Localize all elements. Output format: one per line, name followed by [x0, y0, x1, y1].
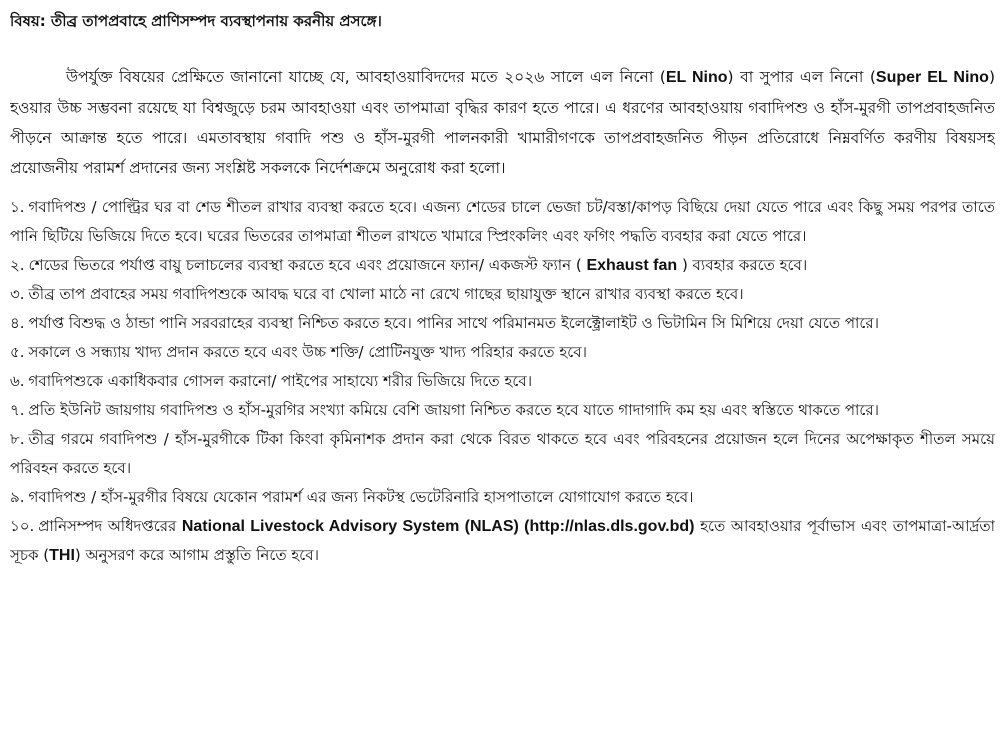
list-item	[10, 251, 995, 280]
item-latin: Exhaust fan	[586, 257, 678, 274]
item-text: সকালে ও সন্ধ্যায় খাদ্য প্রদান করতে হবে এবং উচ্চ শক্তি/ প্রোটিনযুক্ত খাদ্য পরিহার করতে হবে।	[28, 343, 587, 361]
item-number: ৪.	[10, 314, 25, 332]
item-text: প্রতি ইউনিট জায়গায় গবাদিপশু ও হাঁস-মুরগির সংখ্যা কমিয়ে বেশি জায়গা নিশ্চিত করতে হবে যাতে গাদাগাদি কম হয় এবং স্বস্তিতে থাকতে পারে।	[28, 401, 880, 419]
intro-latin-1: EL Nino	[665, 69, 728, 86]
item-text: প্রানিসম্পদ অধিদপ্তরের	[38, 517, 182, 535]
list-item	[10, 367, 995, 396]
item-text: তীব্র তাপ প্রবাহের সময় গবাদিপশুকে আবদ্ধ ঘরে বা খোলা মাঠে না রেখে গাছের ছায়াযুক্ত স্থানে রাখার ব্যবস্থা করতে হবে।	[28, 285, 744, 303]
instruction-list	[10, 193, 995, 570]
list-item	[10, 338, 995, 367]
document-page	[10, 8, 995, 733]
subject-line	[10, 8, 995, 34]
list-item	[10, 280, 995, 309]
intro-paragraph	[10, 62, 995, 183]
intro-latin-2: Super EL Nino	[875, 69, 989, 86]
item-text: তীব্র গরমে গবাদিপশু / হাঁস-মুরগীকে টিকা কিংবা কৃমিনাশক প্রদান করা থেকে বিরত থাকতে হবে এবং পরিবহনের প্রয়োজন হলে দিনের অপেক্ষাকৃত শীতল সময়ে পরিবহন করতে হবে।	[10, 430, 995, 477]
item-number: ৫.	[10, 343, 25, 361]
item-text: গবাদিপশুকে একাধিকবার গোসল করানো/ পাইপের সাহায্যে শরীর ভিজিয়ে দিতে হবে।	[28, 372, 533, 390]
item-number: ৯.	[10, 488, 25, 506]
item-number: ৭.	[10, 401, 25, 419]
item-number: ১০.	[10, 517, 35, 535]
list-item	[10, 396, 995, 425]
intro-text-2: ) বা সুপার এল নিনো (	[727, 68, 876, 86]
item-number: ৩.	[10, 285, 25, 303]
nlas-reference: National Livestock Advisory System (NLAS) (http://nlas.dls.gov.bd)	[181, 518, 695, 535]
list-item	[10, 425, 995, 483]
item-text-end: ) অনুসরণ করে আগাম প্রস্তুতি নিতে হবে।	[74, 546, 319, 564]
subject-text: তীব্র তাপপ্রবাহে প্রাণিসম্পদ ব্যবস্থাপনায় করনীয় প্রসঙ্গে।	[45, 12, 382, 30]
item-text: পর্যাপ্ত বিশুদ্ধ ও ঠান্ডা পানি সরবরাহের ব্যবস্থা নিশ্চিত করতে হবে। পানির সাথে পরিমানমত ইলেক্ট্রোলাইট ও ভিটামিন সি মিশিয়ে দেয়া যেতে পারে।	[28, 314, 880, 332]
thi-abbreviation: THI	[49, 547, 75, 564]
list-item	[10, 512, 995, 570]
intro-text-1: উপর্যুক্ত বিষয়ের প্রেক্ষিতে জানানো যাচ্ছে যে, আবহাওয়াবিদদের মতে ২০২৬ সালে এল নিনো (	[66, 68, 666, 86]
item-number: ১.	[10, 198, 25, 216]
item-text: গবাদিপশু / হাঁস-মুরগীর বিষয়ে যেকোন পরামর্শ এর জন্য নিকটস্থ ভেটেরিনারি হাসপাতালে যোগাযোগ করতে হবে।	[28, 488, 694, 506]
list-item	[10, 483, 995, 512]
item-text-after: হতে আবহাওয়ার পূর্বাভাস এবং তাপমাত্রা-আর্দ্রতা সূচক (	[10, 517, 995, 564]
intro-text-3: ) হওয়ার উচ্চ সম্ভবনা রয়েছে যা বিশ্বজুড়ে চরম আবহাওয়া এবং তাপমাত্রা বৃদ্ধির কারণ হতে পারে। এ ধরণের আবহাওয়ায় গবাদিপশু ও হাঁস-মুরগী তাপপ্রবাহজনিত পীড়নে আক্রান্ত হতে পারে। এমতাবস্থায় গবাদি পশু ও হাঁস-মুরগী পালনকারী খামারীগণকে তাপপ্রবাহজনিত পীড়ন প্রতিরোধে নিম্নবর্ণিত করণীয় বিষয়সহ প্রয়োজনীয় পরামর্শ প্রদানের জন্য সংশ্লিষ্ট সকলকে নির্দেশক্রমে অনুরোধ করা হলো।	[10, 68, 995, 177]
list-item	[10, 193, 995, 251]
item-text: শেডের ভিতরে পর্যাপ্ত বায়ু চলাচলের ব্যবস্থা করতে হবে এবং প্রয়োজনে ফ্যান/ একজস্ট ফ্যান (	[28, 256, 587, 274]
list-item	[10, 309, 995, 338]
subject-label: বিষয়:	[10, 12, 46, 30]
item-text-after: ) ব্যবহার করতে হবে।	[677, 256, 808, 274]
item-number: ২.	[10, 256, 25, 274]
item-number: ৬.	[10, 372, 25, 390]
item-text: গবাদিপশু / পোল্ট্রির ঘর বা শেড শীতল রাখার ব্যবস্থা করতে হবে। এজন্য শেডের চালে ভেজা চট/বস্তা/কাপড় বিছিয়ে দেয়া যেতে পারে এবং কিছু সময় পরপর তাতে পানি ছিটিয়ে ভিজিয়ে দিতে হবে। ঘরের ভিতরের তাপমাত্রা শীতল রাখতে খামারে স্প্রিংকলিং এবং ফগিং পদ্ধতি ব্যবহার করা যেতে পারে।	[10, 198, 995, 245]
item-number: ৮.	[10, 430, 25, 448]
